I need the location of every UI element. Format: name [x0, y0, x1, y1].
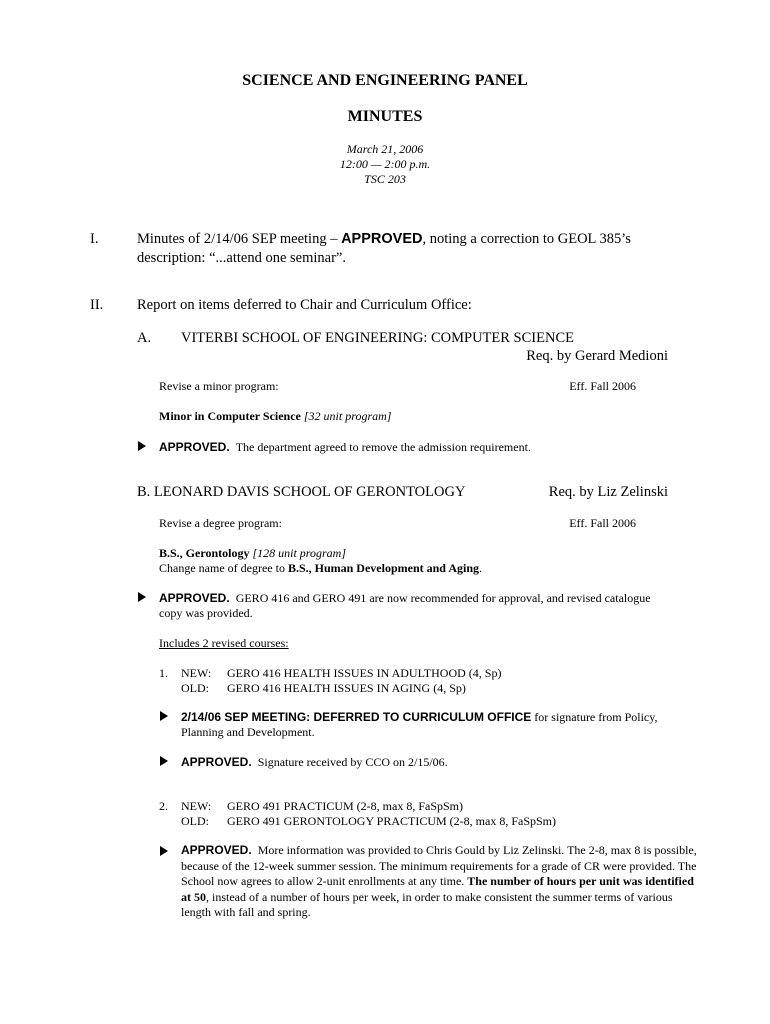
item-2-numeral: II. [90, 297, 104, 313]
course-1-old-label: OLD: [181, 681, 209, 695]
section-b-rename-target: B.S., Human Development and Aging [287, 561, 479, 575]
course-1-deferred-note-1: for signature from Policy, [534, 710, 658, 724]
arrow-bullet-icon [138, 592, 146, 602]
section-a-program [159, 409, 391, 424]
item-1-numeral: I. [90, 231, 99, 247]
section-b-program-name: B.S., Gerontology [159, 546, 250, 560]
course-1-deferred-status: 2/14/06 SEP MEETING: DEFERRED TO CURRICULUM OFFICE [181, 710, 532, 724]
course-1-deferred-note-2: Planning and Development. [181, 725, 315, 739]
section-b-note-1: GERO 416 and GERO 491 are now recommended for approval, and revised catalogue [235, 591, 651, 605]
course-1-approved-status: APPROVED. [181, 755, 252, 769]
course-1-deferred-line-1 [181, 710, 657, 725]
course-1-approved-note: Signature received by CCO on 2/15/06. [257, 755, 448, 769]
item-2-heading: Report on items deferred to Chair and Curriculum Office: [137, 297, 472, 313]
meeting-location: TSC 203 [364, 172, 406, 186]
section-a-school: VITERBI SCHOOL OF ENGINEERING: COMPUTER SCIENCE [181, 330, 574, 346]
includes-heading: Includes 2 revised courses: [159, 636, 289, 650]
arrow-bullet-icon [138, 441, 146, 451]
item-1-text-before: Minutes of 2/14/06 SEP meeting – [137, 231, 342, 247]
section-b-program-units: [128 unit program] [252, 546, 347, 560]
course-1-old-value: GERO 416 HEALTH ISSUES IN AGING (4, Sp) [227, 681, 466, 695]
section-b-rename-suffix: . [479, 561, 482, 575]
course-2-approval-paragraph [181, 843, 703, 921]
section-b-effective: Eff. Fall 2006 [569, 516, 636, 530]
section-a-note: The department agreed to remove the admission requirement. [235, 440, 531, 454]
section-a-program-units: [32 unit program] [303, 409, 392, 423]
course-1-new-label: NEW: [181, 666, 212, 680]
meeting-time: 12:00 — 2:00 p.m. [339, 157, 431, 171]
section-b-rename [159, 561, 482, 576]
course-2-old-value: GERO 491 GERONTOLOGY PRACTICUM (2-8, max 8, FaSpSm) [227, 814, 557, 828]
section-b-status: APPROVED. [159, 591, 230, 605]
course-2-approved-status: APPROVED. [181, 843, 252, 857]
section-a-effective: Eff. Fall 2006 [569, 379, 636, 393]
section-b-approval-line-1 [159, 591, 651, 606]
course-1-number: 1. [159, 666, 168, 680]
section-a-status: APPROVED. [159, 440, 230, 454]
section-b-rename-prefix: Change name of degree to [159, 561, 288, 575]
section-a-requester: Req. by Gerard Medioni [526, 348, 668, 364]
item-1-text-after: , noting a correction to GEOL 385’s [422, 231, 631, 247]
course-1-approval [181, 755, 448, 770]
section-b-requester: Req. by Liz Zelinski [548, 484, 668, 500]
section-a-program-name: Minor in Computer Science [159, 409, 301, 423]
section-b-school: B. LEONARD DAVIS SCHOOL OF GERONTOLOGY [137, 484, 466, 500]
item-1-status: APPROVED [341, 231, 423, 247]
arrow-bullet-icon [160, 756, 168, 766]
item-1-line-1 [137, 231, 631, 248]
item-1-line-2: description: “...attend one seminar”. [137, 250, 346, 266]
course-2-number: 2. [159, 799, 168, 813]
section-a-letter: A. [137, 330, 152, 346]
course-2-text-1: More information was provided to Chris Gould by Liz Zelinski. The 2-8, max 8 is possible, because of the 12-week summer session. The minimum requirements for a grade of CR were provided. The School now agrees to allow 2-unit enrollments at any time. [181, 843, 697, 888]
course-2-old-label: OLD: [181, 814, 209, 828]
course-2-new-label: NEW: [181, 799, 212, 813]
section-b-action: Revise a degree program: [159, 516, 282, 530]
arrow-bullet-icon [160, 846, 168, 856]
meeting-date: March 21, 2006 [346, 142, 424, 156]
course-2-bold-text: The number of hours per unit was identified at 50 [181, 874, 694, 904]
course-1-new-value: GERO 416 HEALTH ISSUES IN ADULTHOOD (4, Sp) [227, 666, 502, 680]
course-2-text-2: , instead of a number of hours per week, in order to make consistent the summer terms of various length with fall and spring. [181, 889, 673, 919]
section-b-note-2: copy was provided. [159, 606, 253, 620]
section-b-program [159, 546, 346, 561]
section-a-approval [159, 440, 531, 455]
course-2-new-value: GERO 491 PRACTICUM (2-8, max 8, FaSpSm) [227, 799, 464, 813]
arrow-bullet-icon [160, 711, 168, 721]
section-a-action: Revise a minor program: [159, 379, 279, 393]
page-title: SCIENCE AND ENGINEERING PANEL [242, 72, 528, 89]
page-subtitle: MINUTES [347, 108, 423, 125]
